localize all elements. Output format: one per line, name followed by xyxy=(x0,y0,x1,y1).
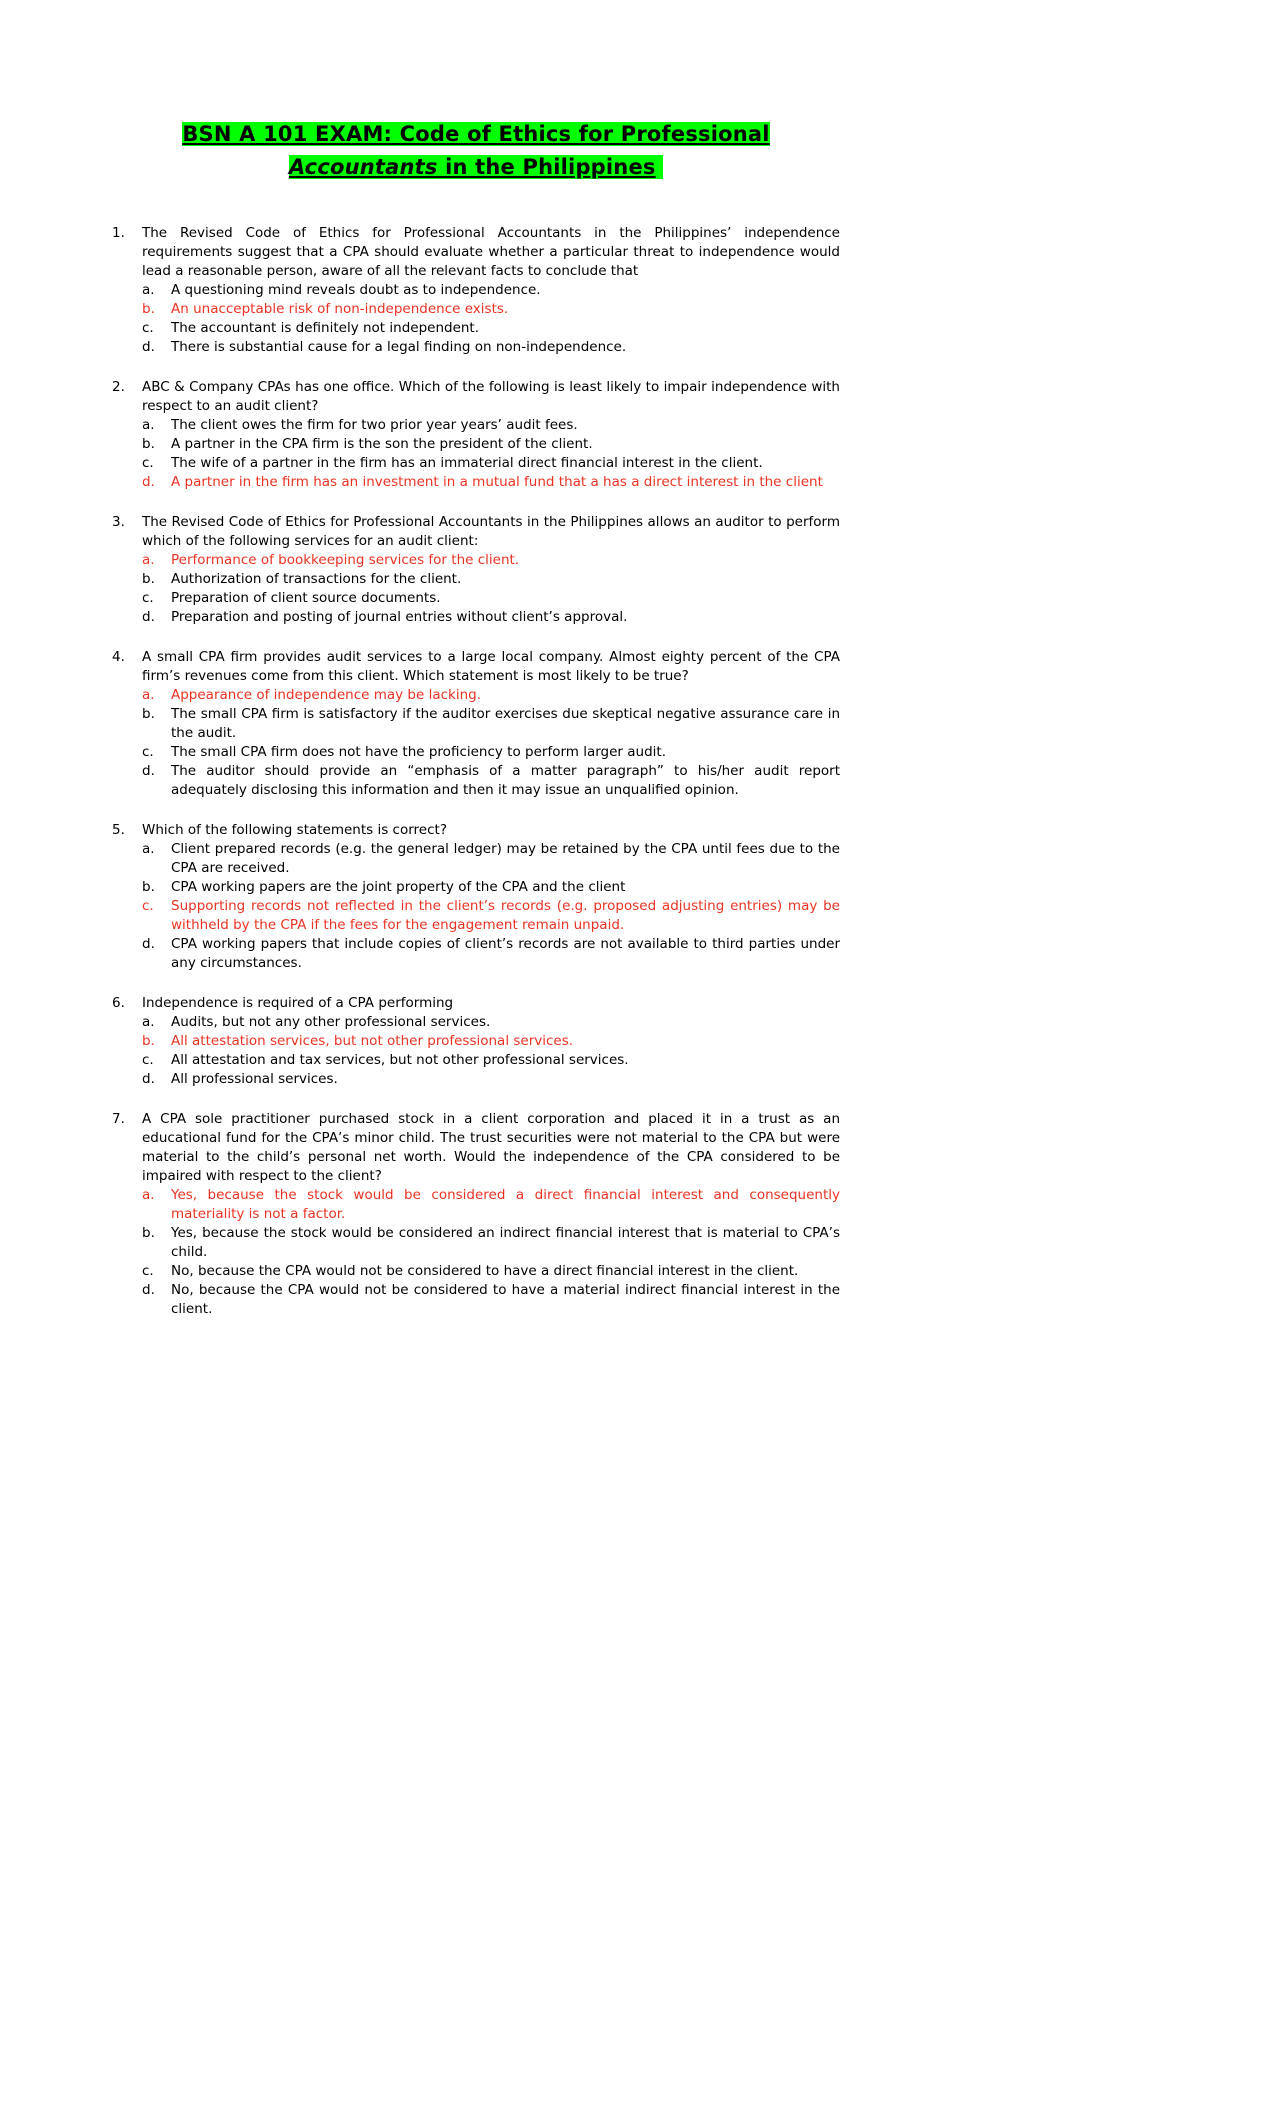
option-text: The auditor should provide an “emphasis of a matter paragraph” to his/her audit report adequately disclosing this information and then it may issue an unqualified opinion. xyxy=(171,763,840,798)
option-label: b. xyxy=(142,301,155,317)
option-label: c. xyxy=(142,1263,154,1279)
option-item xyxy=(142,705,840,743)
option-label: d. xyxy=(142,609,155,625)
option-text: Audits, but not any other professional services. xyxy=(171,1014,491,1030)
question-body xyxy=(142,648,840,800)
option-text: A partner in the CPA firm is the son the president of the client. xyxy=(171,436,593,452)
option-item xyxy=(142,1013,840,1032)
option-text: Appearance of independence may be lacking. xyxy=(171,687,482,703)
option-item xyxy=(142,454,840,473)
option-label: b. xyxy=(142,706,155,722)
option-item xyxy=(142,435,840,454)
option-text: No, because the CPA would not be considered to have a material indirect financial interest in the client. xyxy=(171,1282,840,1317)
option-item xyxy=(142,1262,840,1281)
option-label: a. xyxy=(142,552,155,568)
option-label: c. xyxy=(142,455,154,471)
option-item xyxy=(142,1281,840,1319)
option-item xyxy=(142,686,840,705)
option-label: b. xyxy=(142,879,155,895)
option-label: d. xyxy=(142,1282,155,1298)
option-item xyxy=(142,743,840,762)
option-item xyxy=(142,1070,840,1089)
question-body xyxy=(142,513,840,627)
question-body xyxy=(142,1110,840,1319)
option-item xyxy=(142,416,840,435)
option-label: a. xyxy=(142,687,155,703)
option-text: Authorization of transactions for the client. xyxy=(171,571,462,587)
options-list xyxy=(142,1013,840,1089)
question-item xyxy=(112,378,840,492)
option-item xyxy=(142,473,1168,492)
options-list xyxy=(142,416,840,492)
document-content xyxy=(112,118,840,1319)
option-text: The small CPA firm does not have the proficiency to perform larger audit. xyxy=(171,744,667,760)
title-highlight-tail xyxy=(656,155,664,179)
option-text: All professional services. xyxy=(171,1071,338,1087)
option-item xyxy=(142,551,840,570)
option-label: a. xyxy=(142,417,155,433)
question-item xyxy=(112,821,840,973)
title-line-2-italic: Accountants xyxy=(288,155,438,179)
option-item xyxy=(142,338,840,357)
option-label: d. xyxy=(142,763,155,779)
option-label: d. xyxy=(142,936,155,952)
option-item xyxy=(142,878,840,897)
option-item xyxy=(142,589,840,608)
option-item xyxy=(142,300,840,319)
option-item xyxy=(142,1032,840,1051)
option-label: a. xyxy=(142,841,155,857)
option-text: Preparation and posting of journal entries without client’s approval. xyxy=(171,609,628,625)
option-text: Preparation of client source documents. xyxy=(171,590,441,606)
options-list xyxy=(142,1186,840,1319)
option-label: b. xyxy=(142,1225,155,1241)
option-label: a. xyxy=(142,282,155,298)
title-line-2-rest: in the Philippines xyxy=(437,155,656,179)
option-label: c. xyxy=(142,320,154,336)
question-text: Which of the following statements is correct? xyxy=(142,822,447,838)
document-title xyxy=(112,118,840,184)
option-text: The client owes the firm for two prior year years’ audit fees. xyxy=(171,417,578,433)
option-text: A questioning mind reveals doubt as to independence. xyxy=(171,282,541,298)
question-item xyxy=(112,1110,840,1319)
options-list xyxy=(142,840,840,973)
option-item xyxy=(142,570,840,589)
option-item xyxy=(142,608,840,627)
question-number: 6. xyxy=(112,995,125,1011)
question-text: The Revised Code of Ethics for Professional Accountants in the Philippines’ independence requirements suggest that a CPA should evaluate whether a particular threat to independence would lead a reasonable person, aware of all the relevant facts to conclude that xyxy=(142,225,840,279)
option-item xyxy=(142,1224,840,1262)
question-body xyxy=(142,994,840,1089)
question-item xyxy=(112,994,840,1089)
option-text: Supporting records not reflected in the client’s records (e.g. proposed adjusting entries) may be withheld by the CPA if the fees for the engagement remain unpaid. xyxy=(171,898,840,933)
question-text: A small CPA firm provides audit services to a large local company. Almost eighty percent of the CPA firm’s revenues come from this client. Which statement is most likely to be true? xyxy=(142,649,840,684)
title-line-1: BSN A 101 EXAM: Code of Ethics for Professional xyxy=(182,122,770,146)
question-number: 7. xyxy=(112,1111,125,1127)
option-item xyxy=(142,1051,840,1070)
option-text: The accountant is definitely not independent. xyxy=(171,320,480,336)
question-item xyxy=(112,224,840,357)
question-number: 3. xyxy=(112,514,125,530)
option-text: CPA working papers that include copies of client’s records are not available to third parties under any circumstances. xyxy=(171,936,840,971)
option-text: Performance of bookkeeping services for the client. xyxy=(171,552,520,568)
options-list xyxy=(142,551,840,627)
option-item xyxy=(142,281,840,300)
option-text: Client prepared records (e.g. the general ledger) may be retained by the CPA until fees due to the CPA are received. xyxy=(171,841,840,876)
option-text: No, because the CPA would not be considered to have a direct financial interest in the client. xyxy=(171,1263,799,1279)
option-label: b. xyxy=(142,571,155,587)
option-item xyxy=(142,897,840,935)
question-number: 4. xyxy=(112,649,125,665)
option-text: A partner in the firm has an investment in a mutual fund that a has a direct interest in the client xyxy=(171,474,823,490)
question-text: The Revised Code of Ethics for Professional Accountants in the Philippines allows an auditor to perform which of the following services for an audit client: xyxy=(142,514,840,549)
option-label: a. xyxy=(142,1014,155,1030)
option-text: All attestation and tax services, but not other professional services. xyxy=(171,1052,629,1068)
question-item xyxy=(112,513,840,627)
question-body xyxy=(142,378,840,492)
questions-list xyxy=(112,224,840,1319)
question-number: 1. xyxy=(112,225,125,241)
option-text: Yes, because the stock would be considered a direct financial interest and consequently materiality is not a factor. xyxy=(171,1187,840,1222)
option-label: a. xyxy=(142,1187,155,1203)
option-label: d. xyxy=(142,1071,155,1087)
option-label: c. xyxy=(142,1052,154,1068)
option-text: The wife of a partner in the firm has an immaterial direct financial interest in the client. xyxy=(171,455,763,471)
question-text: ABC & Company CPAs has one office. Which of the following is least likely to impair independence with respect to an audit client? xyxy=(142,379,840,414)
option-text: An unacceptable risk of non-independence exists. xyxy=(171,301,509,317)
option-item xyxy=(142,762,840,800)
option-label: b. xyxy=(142,1033,155,1049)
option-label: c. xyxy=(142,744,154,760)
option-item xyxy=(142,1186,840,1224)
page-title xyxy=(112,118,840,184)
option-text: CPA working papers are the joint property of the CPA and the client xyxy=(171,879,626,895)
question-item xyxy=(112,648,840,800)
options-list xyxy=(142,686,840,800)
option-text: There is substantial cause for a legal finding on non-independence. xyxy=(171,339,627,355)
option-text: The small CPA firm is satisfactory if the auditor exercises due skeptical negative assurance care in the audit. xyxy=(171,706,840,741)
option-item xyxy=(142,319,840,338)
question-body xyxy=(142,821,840,973)
option-label: c. xyxy=(142,590,154,606)
question-number: 5. xyxy=(112,822,125,838)
option-label: d. xyxy=(142,339,155,355)
question-body xyxy=(142,224,840,357)
option-label: b. xyxy=(142,436,155,452)
question-text: Independence is required of a CPA performing xyxy=(142,995,454,1011)
option-label: d. xyxy=(142,474,155,490)
option-text: All attestation services, but not other professional services. xyxy=(171,1033,574,1049)
option-label: c. xyxy=(142,898,154,914)
option-item xyxy=(142,840,840,878)
option-item xyxy=(142,935,840,973)
options-list xyxy=(142,281,840,357)
question-text: A CPA sole practitioner purchased stock in a client corporation and placed it in a trust as an educational fund for the CPA’s minor child. The trust securities were not material to the CPA but were material to the child’s personal net worth. Would the independence of the CPA considered to be impaired with respect to the client? xyxy=(142,1111,840,1184)
option-text: Yes, because the stock would be considered an indirect financial interest that is material to CPA’s child. xyxy=(171,1225,840,1260)
question-number: 2. xyxy=(112,379,125,395)
